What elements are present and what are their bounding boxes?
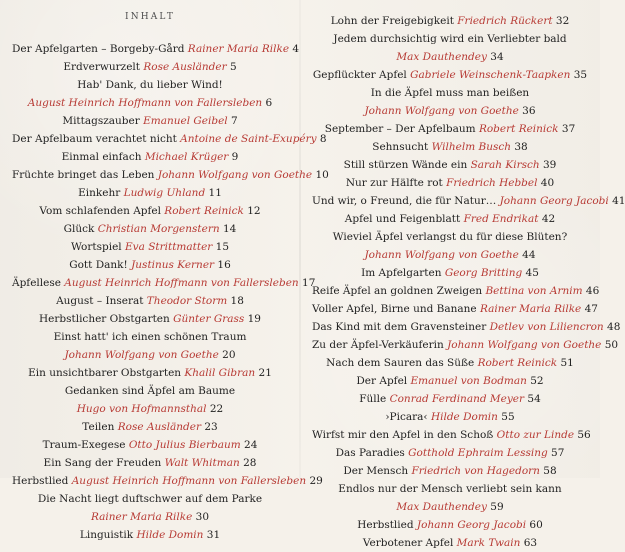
toc-line: Die Nacht liegt duftschwer auf dem Parke (37, 493, 263, 505)
toc-line: Ein Sang der Freuden Walt Whitman 28 (43, 457, 257, 469)
toc-line: Glück Christian Morgenstern 14 (63, 223, 237, 235)
toc-line: Zu der Äpfel-Verkäuferin Johann Wolfgang von Goethe 50 (312, 339, 619, 351)
toc-line: Einkehr Ludwig Uhland 11 (78, 187, 222, 199)
toc-line: Vom schlafenden Apfel Robert Reinick 12 (39, 205, 261, 217)
toc-line: Der Apfelgarten – Borgeby-Gård Rainer Maria Rilke 4 (12, 43, 300, 55)
toc-line: Einmal einfach Michael Krüger 9 (61, 151, 239, 163)
toc-line: August Heinrich Hoffmann von Fallersleben 6 (27, 97, 273, 109)
toc-line: Das Kind mit dem Gravensteiner Detlev von Liliencron 48 (312, 321, 621, 333)
toc-line: Herbstlied August Heinrich Hoffmann von Fallersleben 29 (12, 475, 323, 487)
toc-line: Johann Wolfgang von Goethe 36 (364, 105, 536, 117)
toc-line: Wortspiel Eva Strittmatter 15 (70, 241, 230, 253)
toc-line: Hab' Dank, du lieber Wind! (77, 79, 223, 91)
toc-line: Erdverwurzelt Rose Ausländer 5 (63, 61, 237, 73)
toc-line: Johann Wolfgang von Goethe 44 (364, 249, 536, 261)
book-spine (299, 0, 301, 478)
toc-line: Und wir, o Freund, die für Natur… Johann Georg Jacobi 41 (312, 195, 625, 207)
toc-line: Max Dauthendey 34 (396, 51, 504, 63)
toc-line: Gepflückter Apfel Gabriele Weinschenk-Taapken 35 (312, 69, 588, 81)
toc-line: Hugo von Hofmannsthal 22 (76, 403, 224, 415)
toc-line: Reife Äpfel an goldnen Zweigen Bettina von Arnim 46 (312, 285, 600, 297)
toc-line: Teilen Rose Ausländer 23 (82, 421, 218, 433)
toc-line: Gott Dank! Justinus Kerner 16 (69, 259, 231, 271)
toc-line: Mittagszauber Emanuel Geibel 7 (62, 115, 238, 127)
contents-heading: INHALT (125, 12, 175, 22)
toc-line: Herbstlied Johann Georg Jacobi 60 (357, 519, 543, 531)
toc-line: Lohn der Freigebigkeit Friedrich Rückert 32 (330, 15, 570, 27)
toc-line: Jedem durchsichtig wird ein Verliebter bald (333, 33, 567, 45)
toc-line: Der Apfel Emanuel von Bodman 52 (356, 375, 544, 387)
toc-line: Fülle Conrad Ferdinand Meyer 54 (359, 393, 541, 405)
toc-line: Wirfst mir den Apfel in den Schoß Otto zur Linde 56 (312, 429, 591, 441)
toc-line: Johann Wolfgang von Goethe 20 (64, 349, 236, 361)
toc-line: In die Äpfel muss man beißen (370, 87, 530, 99)
toc-line: Apfel und Feigenblatt Fred Endrikat 42 (344, 213, 556, 225)
toc-line: Äpfellese August Heinrich Hoffmann von Fallersleben 17 (12, 277, 316, 289)
toc-line: Rainer Maria Rilke 30 (91, 511, 209, 523)
toc-line: Ein unsichtbarer Obstgarten Khalil Gibran 21 (28, 367, 272, 379)
toc-line: Linguistik Hilde Domin 31 (79, 529, 221, 541)
toc-line: Voller Apfel, Birne und Banane Rainer Maria Rilke 47 (312, 303, 598, 315)
toc-line: Herbstlicher Obstgarten Günter Grass 19 (39, 313, 261, 325)
toc-line: Früchte bringet das Leben Johann Wolfgang von Goethe 10 (12, 169, 329, 181)
toc-line: August – Inserat Theodor Storm 18 (56, 295, 244, 307)
toc-line: Gedanken sind Äpfel am Baume (64, 385, 236, 397)
left-contents-column (12, 12, 329, 544)
toc-line: Endlos nur der Mensch verliebt sein kann (338, 483, 562, 495)
toc-line: ›Picara‹ Hilde Domin 55 (385, 411, 515, 423)
toc-line: Traum-Exegese Otto Julius Bierbaum 24 (42, 439, 258, 451)
toc-line: Nach dem Sauren das Süße Robert Reinick 51 (326, 357, 574, 369)
toc-line: Still stürzen Wände ein Sarah Kirsch 39 (343, 159, 557, 171)
toc-line: Der Apfelbaum verachtet nicht Antoine de Saint-Exupéry 8 (12, 133, 327, 145)
toc-line: Verbotener Apfel Mark Twain 63 (362, 537, 538, 549)
toc-line: Sehnsucht Wilhelm Busch 38 (372, 141, 528, 153)
toc-line: Das Paradies Gotthold Ephraim Lessing 57 (335, 447, 565, 459)
toc-line: Nur zur Hälfte rot Friedrich Hebbel 40 (345, 177, 555, 189)
toc-line: Der Mensch Friedrich von Hagedorn 58 (343, 465, 557, 477)
right-contents-column (312, 12, 625, 552)
toc-line: Einst hatt' ich einen schönen Traum (53, 331, 247, 343)
toc-line: Max Dauthendey 59 (396, 501, 504, 513)
toc-line: September – Der Apfelbaum Robert Reinick 37 (324, 123, 576, 135)
toc-line: Wieviel Äpfel verlangst du für diese Blüten? (332, 231, 568, 243)
toc-line: Im Apfelgarten Georg Britting 45 (361, 267, 539, 279)
